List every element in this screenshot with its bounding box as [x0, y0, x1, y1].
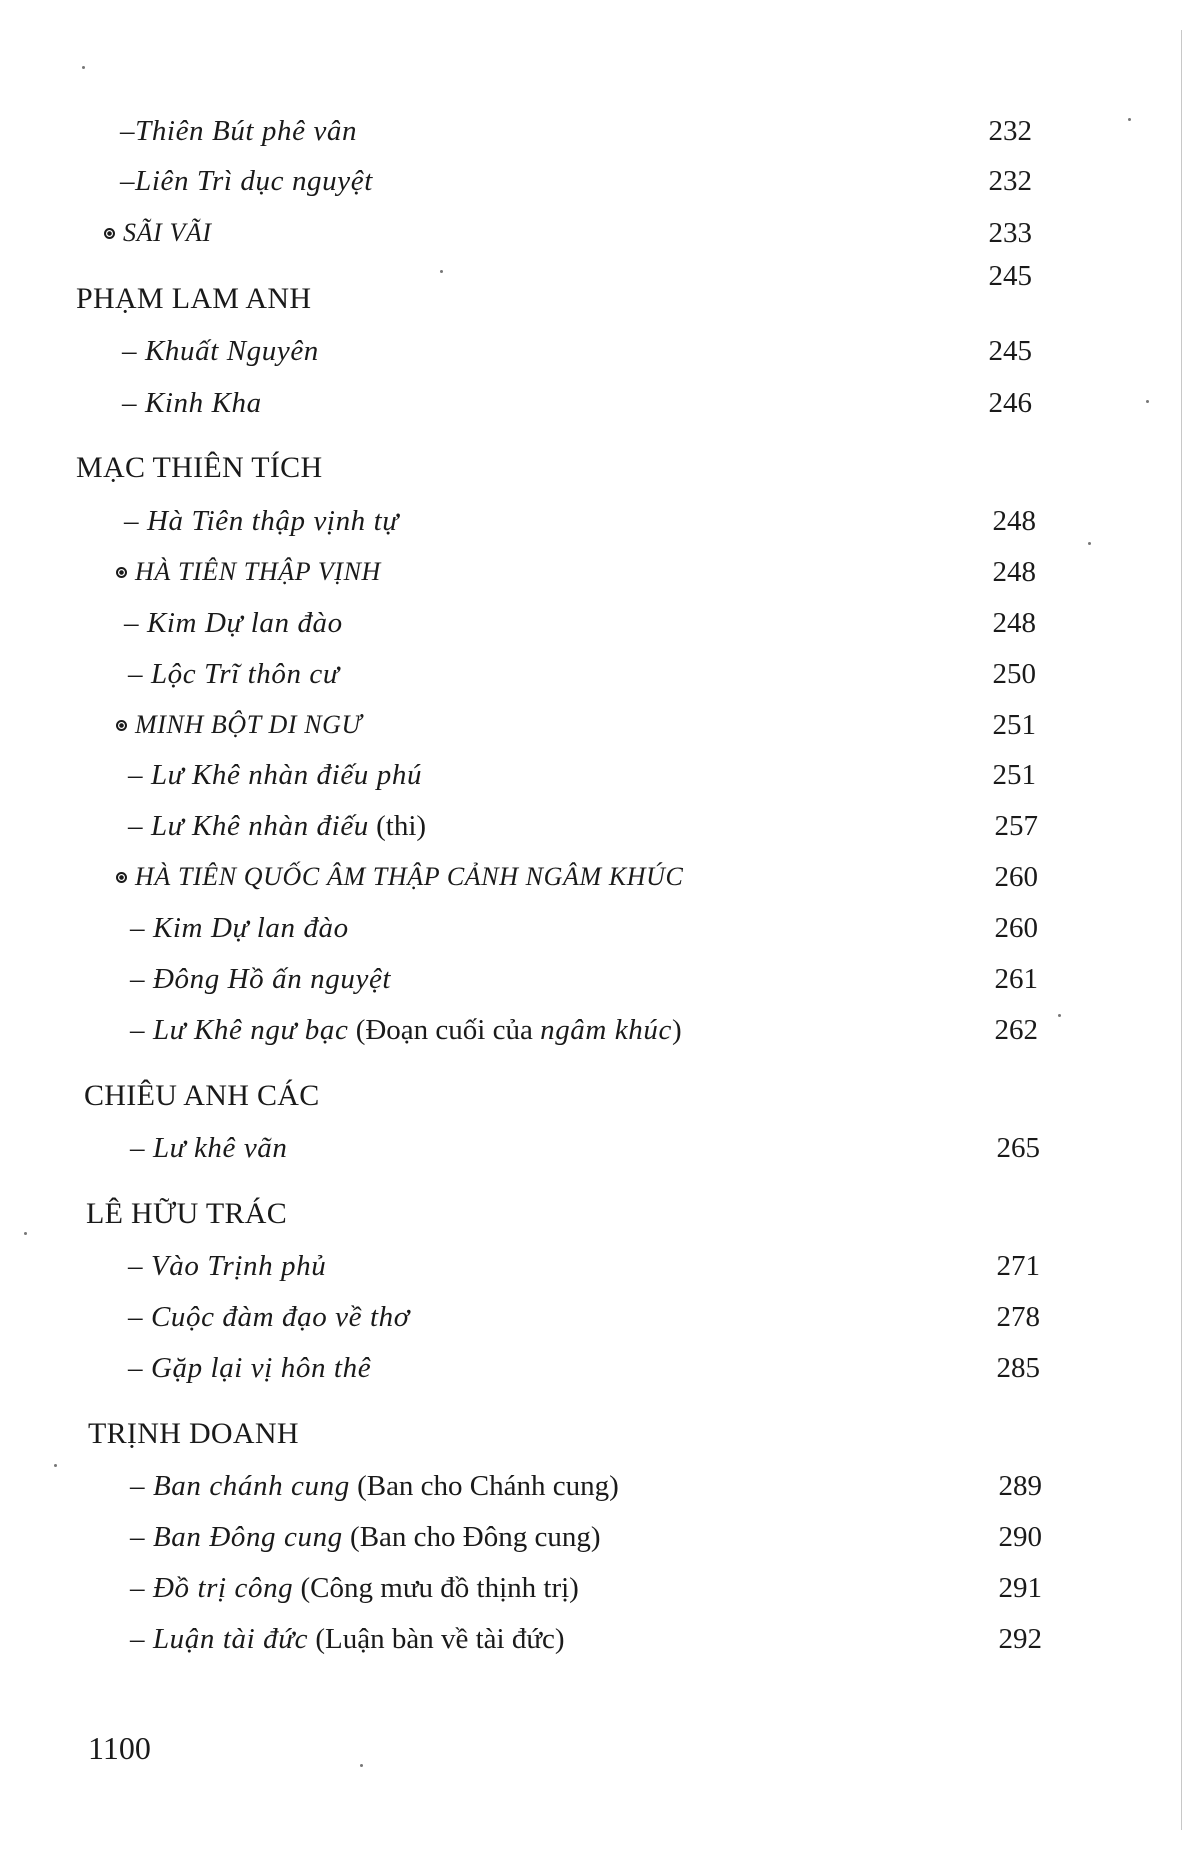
toc-entry-title	[130, 1122, 288, 1174]
toc-page-number: 248	[992, 607, 1036, 639]
scan-speck	[24, 1232, 27, 1235]
toc-entry-row	[0, 1511, 1200, 1563]
author-name: CHIÊU ANH CÁC	[84, 1079, 320, 1112]
work-title: – Cuộc đàm đạo về thơ	[128, 1301, 410, 1333]
toc-entry-title	[128, 749, 422, 801]
toc-entry-title	[130, 953, 391, 1005]
toc-page-number: 251	[992, 759, 1036, 791]
toc-entry-title	[122, 325, 319, 377]
toc-entry-row	[0, 1613, 1200, 1665]
toc-group-row	[0, 546, 1200, 598]
toc-page-number: 260	[994, 861, 1038, 893]
toc-page-number: 248	[992, 505, 1036, 537]
toc-page-number: 289	[998, 1470, 1042, 1502]
work-title: – Ban Đông cung	[130, 1521, 343, 1553]
bullet-icon	[116, 720, 127, 731]
toc-entry-row	[0, 325, 1200, 377]
scan-speck	[1128, 118, 1131, 121]
toc-page-number: 260	[994, 912, 1038, 944]
toc-page-number: 248	[992, 556, 1036, 588]
scan-speck	[360, 1764, 363, 1767]
page-number: 1100	[88, 1730, 151, 1766]
scan-speck	[1088, 542, 1091, 545]
group-title: HÀ TIÊN QUỐC ÂM THẬP CẢNH NGÂM KHÚC	[135, 862, 684, 891]
work-note: (thi)	[368, 810, 427, 842]
toc-entry-title	[104, 207, 212, 259]
toc-page-number: 251	[992, 709, 1036, 741]
toc-entry-title	[130, 1004, 682, 1056]
work-title: – Kinh Kha	[122, 387, 262, 419]
toc-author-row	[0, 442, 1200, 494]
toc-entry-row	[0, 800, 1200, 852]
toc-page-number: 290	[998, 1521, 1042, 1553]
work-title: –Liên Trì dục nguyệt	[120, 165, 373, 197]
work-title: – Lộc Trĩ thôn cư	[128, 658, 340, 690]
toc-page-number: 262	[994, 1014, 1038, 1046]
work-note: (Luận bàn về tài đức)	[308, 1623, 565, 1655]
work-note: (Ban cho Đông cung)	[342, 1521, 601, 1553]
toc-entry-row	[0, 953, 1200, 1005]
work-title: –Thiên Bút phê vân	[120, 115, 358, 147]
work-title: – Lư khê vãn	[130, 1132, 288, 1164]
toc-group-row	[0, 851, 1200, 903]
work-note-close: )	[671, 1014, 682, 1046]
toc-page-number: 233	[988, 217, 1032, 249]
work-title: – Kim Dự lan đào	[130, 912, 349, 944]
toc-author-row	[0, 1070, 1200, 1122]
toc-entry-title	[76, 442, 322, 494]
work-note: (Đoạn cuối của	[348, 1014, 541, 1046]
work-title: – Lư Khê ngư bạc	[130, 1014, 349, 1046]
scan-speck	[1058, 1014, 1061, 1017]
work-title: – Vào Trịnh phủ	[128, 1250, 327, 1282]
toc-entry-title	[130, 1613, 565, 1665]
toc-entry-title	[116, 546, 381, 598]
group-title: SÃI VÃI	[123, 218, 212, 247]
author-name: MẠC THIÊN TÍCH	[76, 451, 323, 484]
work-title: – Kim Dự lan đào	[124, 607, 343, 639]
toc-entry-row	[0, 1291, 1200, 1343]
toc-entry-row	[0, 1460, 1200, 1512]
toc-entry-title	[128, 648, 339, 700]
toc-entry-title	[128, 1342, 371, 1394]
toc-entry-title	[116, 851, 683, 903]
toc-entry-row	[0, 377, 1200, 429]
toc-entry-title	[76, 273, 311, 325]
toc-page-number: 245	[988, 260, 1032, 292]
toc-entry-title	[124, 597, 343, 649]
toc-entry-title	[88, 1408, 299, 1460]
author-name: LÊ HỮU TRÁC	[86, 1197, 288, 1230]
work-note-italic: ngâm khúc	[540, 1014, 672, 1046]
scan-speck	[54, 1464, 57, 1467]
scan-speck	[440, 270, 443, 273]
toc-entry-row	[0, 1004, 1200, 1056]
toc-entry-title	[128, 800, 426, 852]
work-title: – Hà Tiên thập vịnh tự	[124, 505, 399, 537]
toc-author-row	[0, 1408, 1200, 1460]
toc-entry-title	[116, 699, 362, 751]
toc-entry-title	[84, 1070, 320, 1122]
toc-page-number: 278	[996, 1301, 1040, 1333]
toc-entry-row	[0, 648, 1200, 700]
work-title: – Lư Khê nhàn điếu phú	[128, 759, 423, 791]
toc-entry-row	[0, 1122, 1200, 1174]
toc-entry-title	[130, 1562, 579, 1614]
toc-page-number: 246	[988, 387, 1032, 419]
work-title: – Luận tài đức	[130, 1623, 309, 1655]
toc-entry-title	[128, 1240, 326, 1292]
work-title: – Đồ trị công	[130, 1572, 294, 1604]
work-title: – Ban chánh cung	[130, 1470, 350, 1502]
bullet-icon	[116, 567, 127, 578]
toc-page-number: 271	[996, 1250, 1040, 1282]
toc-author-row	[0, 1188, 1200, 1240]
toc-group-row	[0, 699, 1200, 751]
toc-entry-title	[130, 1511, 601, 1563]
author-name: PHẠM LAM ANH	[76, 282, 312, 315]
toc-entry-row	[0, 1240, 1200, 1292]
toc-entry-row	[0, 1342, 1200, 1394]
group-title: MINH BỘT DI NGƯ	[135, 710, 362, 739]
author-name: TRỊNH DOANH	[88, 1417, 299, 1450]
toc-page-number: 292	[998, 1623, 1042, 1655]
scan-speck	[1146, 400, 1149, 403]
toc-author-row	[0, 260, 1200, 325]
toc-entry-row	[0, 597, 1200, 649]
toc-page-number: 285	[996, 1352, 1040, 1384]
work-note: (Ban cho Chánh cung)	[349, 1470, 619, 1502]
group-title: HÀ TIÊN THẬP VỊNH	[135, 557, 381, 586]
toc-entry-row	[0, 1562, 1200, 1614]
toc-entry-row	[0, 495, 1200, 547]
bullet-icon	[116, 872, 127, 883]
toc-page-number: 232	[988, 165, 1032, 197]
toc-page-number: 261	[994, 963, 1038, 995]
work-title: – Đông Hồ ấn nguyệt	[130, 963, 392, 995]
work-note: (Công mưu đồ thịnh trị)	[293, 1572, 579, 1604]
toc-page-number: 257	[994, 810, 1038, 842]
toc-page-number: 232	[988, 115, 1032, 147]
toc-entry-title	[86, 1188, 287, 1240]
work-title: – Khuất Nguyên	[122, 335, 319, 367]
toc-page-number: 265	[996, 1132, 1040, 1164]
toc-entry-title	[120, 155, 373, 207]
toc-entry-title	[130, 1460, 619, 1512]
toc-page-number: 291	[998, 1572, 1042, 1604]
toc-entry-row	[0, 155, 1200, 207]
toc-entry-title	[120, 105, 357, 157]
toc-entry-title	[122, 377, 262, 429]
work-title: – Lư Khê nhàn điếu	[128, 810, 369, 842]
toc-entry-title	[130, 902, 349, 954]
toc-entry-title	[124, 495, 399, 547]
scan-speck	[82, 66, 85, 69]
toc-entry-title	[128, 1291, 410, 1343]
toc-page-number: 250	[992, 658, 1036, 690]
bullet-icon	[104, 228, 115, 239]
toc-entry-row	[0, 105, 1200, 157]
toc-page-number: 245	[988, 335, 1032, 367]
work-title: – Gặp lại vị hôn thê	[128, 1352, 372, 1384]
toc-entry-row	[0, 749, 1200, 801]
toc-entry-row	[0, 902, 1200, 954]
